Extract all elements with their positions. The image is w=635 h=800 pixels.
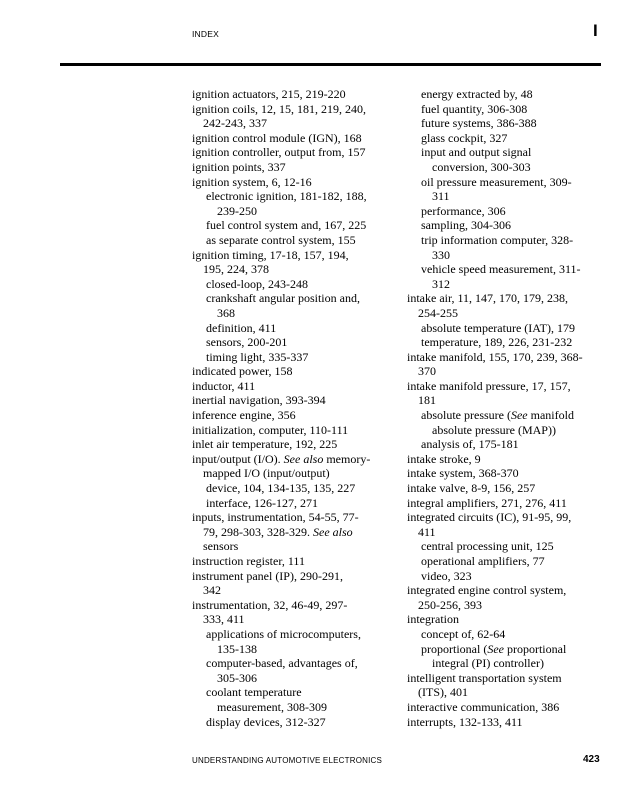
index-entry-text: 195, 224, 378 (203, 262, 269, 277)
index-entry (407, 569, 607, 584)
index-entry-text: oil pressure measurement, 309- (421, 174, 572, 189)
index-entry-text: 181 (418, 393, 436, 408)
index-entry-text: instrument panel (IP), 290-291, (192, 568, 343, 583)
index-entry (407, 452, 607, 467)
index-entry-text: sensors (203, 539, 239, 554)
index-entry-text: ignition controller, output from, 157 (192, 145, 366, 160)
index-entry-text: inputs, instrumentation, 54-55, 77- (192, 510, 359, 525)
index-entry-text: operational amplifiers, 77 (421, 554, 545, 568)
index-entry-text: absolute temperature (IAT), 179 (421, 320, 575, 335)
index-entry (192, 233, 397, 248)
index-entry-text: trip information computer, 328- (421, 232, 574, 247)
index-entry-text: mapped I/O (input/output) (203, 466, 330, 481)
index-entry (192, 350, 397, 365)
index-entry-text: (ITS), 401 (418, 685, 468, 700)
index-entry-text: display devices, 312-327 (206, 714, 326, 729)
index-entry-text: input/output (I/O). (192, 451, 284, 466)
index-entry (192, 175, 397, 190)
index-entry (407, 437, 607, 452)
header-rule (60, 63, 601, 66)
index-entry (192, 379, 397, 394)
index-entry (192, 525, 397, 540)
index-entry (407, 189, 607, 204)
index-entry-text: closed-loop, 243-248 (206, 276, 308, 291)
index-entry (192, 642, 397, 657)
index-entry-text: ignition coils, 12, 15, 181, 219, 240, (192, 101, 366, 116)
index-column-left (192, 87, 397, 729)
index-entry (192, 671, 397, 686)
cross-reference-term: See (510, 408, 528, 423)
index-entry (407, 175, 607, 190)
index-entry (407, 291, 607, 306)
index-entry-text: intake manifold, 155, 170, 239, 368- (407, 349, 583, 364)
index-entry (192, 218, 397, 233)
index-entry-text: integrated circuits (IC), 91-95, 99, (407, 510, 572, 525)
index-entry-text: input and output signal (421, 145, 532, 160)
index-entry-text: interactive communication, 386 (407, 699, 560, 714)
index-entry-text: ignition points, 337 (192, 159, 286, 174)
index-entry (192, 656, 397, 671)
index-entry-text: 305-306 (217, 670, 257, 685)
index-entry-text: measurement, 308-309 (217, 699, 327, 714)
index-entry-text: concept of, 62-64 (421, 626, 506, 641)
index-entry (192, 569, 397, 584)
index-entry-text-after: proportional (503, 641, 567, 656)
index-entry-text: sampling, 304-306 (421, 218, 511, 233)
index-entry-text: instruction register, 111 (192, 554, 305, 568)
index-entry (407, 583, 607, 598)
index-entry (192, 452, 397, 467)
index-entry (192, 291, 397, 306)
index-entry (407, 102, 607, 117)
index-entry-text: 242-243, 337 (203, 116, 267, 131)
index-entry (407, 350, 607, 365)
index-entry-text: analysis of, 175-181 (421, 437, 519, 452)
index-entry (407, 539, 607, 554)
index-entry-text: integrated engine control system, (407, 583, 567, 598)
index-entry (407, 131, 607, 146)
index-entry-text: fuel control system and, 167, 225 (206, 218, 367, 233)
index-entry-text: sensors, 200-201 (206, 335, 288, 350)
index-entry (192, 277, 397, 292)
index-entry-text: ignition control module (IGN), 168 (192, 130, 362, 145)
cross-reference-term: See also (283, 451, 324, 466)
index-entry-text: inertial navigation, 393-394 (192, 393, 326, 408)
index-entry (407, 248, 607, 263)
index-entry-text: ignition actuators, 215, 219-220 (192, 87, 346, 101)
index-entry (192, 554, 397, 569)
index-entry (192, 437, 397, 452)
index-entry-text: video, 323 (421, 568, 472, 583)
index-entry (407, 145, 607, 160)
index-entry-text: crankshaft angular position and, (206, 291, 360, 306)
index-entry (407, 671, 607, 686)
index-entry-text-after: manifold (527, 408, 574, 423)
index-entry (407, 685, 607, 700)
index-entry (192, 364, 397, 379)
index-entry-text: conversion, 300-303 (432, 159, 531, 174)
index-entry-text: 370 (418, 364, 436, 379)
index-entry (407, 160, 607, 175)
index-entry-text: energy extracted by, 48 (421, 87, 533, 101)
index-entry (192, 700, 397, 715)
index-entry-text: fuel quantity, 306-308 (421, 101, 528, 116)
index-entry (407, 466, 607, 481)
index-entry (192, 510, 397, 525)
index-entry (407, 321, 607, 336)
cross-reference-term: See also (313, 524, 353, 539)
index-entry-text: integral amplifiers, 271, 276, 411 (407, 495, 567, 510)
index-entry (192, 715, 397, 730)
index-entry (192, 321, 397, 336)
index-entry (407, 656, 607, 671)
index-entry (192, 145, 397, 160)
index-entry (192, 598, 397, 613)
index-entry-text: intake manifold pressure, 17, 157, (407, 378, 571, 393)
index-entry-text: intake air, 11, 147, 170, 179, 238, (407, 291, 569, 306)
cross-reference-term: See (487, 641, 504, 656)
index-entry (192, 612, 397, 627)
index-entry-text: central processing unit, 125 (421, 539, 554, 554)
index-entry-text: future systems, 386-388 (421, 116, 537, 131)
index-entry-text: 411 (418, 524, 436, 539)
index-entry (192, 481, 397, 496)
index-entry-text: applications of microcomputers, (206, 626, 361, 641)
index-entry-text: vehicle speed measurement, 311- (421, 262, 581, 277)
index-entry (407, 481, 607, 496)
index-entry-text-after: memory- (323, 451, 371, 466)
index-entry-text: inlet air temperature, 192, 225 (192, 437, 338, 452)
index-entry-text: 254-255 (418, 305, 458, 320)
index-entry-text: proportional ( (421, 641, 488, 656)
index-entry-text: interface, 126-127, 271 (206, 495, 318, 510)
index-entry (407, 700, 607, 715)
index-entry (407, 262, 607, 277)
index-entry (192, 87, 397, 102)
index-entry-text: indicated power, 158 (192, 364, 293, 379)
index-entry-text: glass cockpit, 327 (421, 130, 508, 145)
index-entry (192, 583, 397, 598)
index-entry-text: inference engine, 356 (192, 408, 296, 423)
index-entry-text: 368 (217, 305, 235, 320)
index-entry-text: timing light, 335-337 (206, 349, 309, 364)
index-entry (192, 262, 397, 277)
index-entry-text: computer-based, advantages of, (206, 656, 358, 671)
index-entry (192, 685, 397, 700)
index-entry (407, 204, 607, 219)
index-entry-text: integration (407, 612, 459, 627)
index-entry-text: intake system, 368-370 (407, 466, 519, 481)
index-entry (407, 423, 607, 438)
index-entry-text: absolute pressure (MAP)) (432, 422, 556, 437)
index-entry-text: 312 (432, 276, 450, 291)
index-entry (192, 306, 397, 321)
index-entry (192, 102, 397, 117)
index-entry (192, 116, 397, 131)
index-entry-text: interrupts, 132-133, 411 (407, 714, 523, 729)
index-entry (192, 248, 397, 263)
index-entry-text: as separate control system, 155 (206, 232, 356, 247)
index-entry-text: intelligent transportation system (407, 670, 562, 685)
index-entry-text: temperature, 189, 226, 231-232 (421, 335, 573, 350)
index-entry-text: ignition system, 6, 12-16 (192, 174, 312, 189)
index-entry (407, 393, 607, 408)
index-entry (192, 423, 397, 438)
index-entry (407, 598, 607, 613)
index-entry (407, 715, 607, 730)
index-entry (407, 335, 607, 350)
index-entry (407, 379, 607, 394)
index-entry (407, 116, 607, 131)
index-entry (407, 306, 607, 321)
index-entry-text: electronic ignition, 181-182, 188, (206, 189, 367, 204)
index-entry-text: 250-256, 393 (418, 597, 482, 612)
index-entry (407, 364, 607, 379)
index-entry (407, 642, 607, 657)
index-entry-text: device, 104, 134-135, 135, 227 (206, 481, 356, 496)
index-entry (192, 466, 397, 481)
index-entry-text: inductor, 411 (192, 378, 256, 393)
index-entry (407, 627, 607, 642)
index-entry (407, 496, 607, 511)
index-entry (407, 554, 607, 569)
index-entry-text: intake stroke, 9 (407, 451, 481, 466)
index-entry (407, 233, 607, 248)
index-entry (407, 612, 607, 627)
index-entry (192, 539, 397, 554)
index-entry-text: 239-250 (217, 203, 257, 218)
index-entry (192, 160, 397, 175)
index-entry-text: absolute pressure ( (421, 408, 511, 423)
index-entry (407, 87, 607, 102)
index-entry (192, 131, 397, 146)
index-entry (192, 204, 397, 219)
index-entry (407, 510, 607, 525)
index-entry-text: integral (PI) controller) (432, 656, 544, 671)
index-entry (192, 408, 397, 423)
index-entry-text: performance, 306 (421, 203, 506, 218)
running-header-title: INDEX (192, 29, 219, 39)
index-entry-text: 342 (203, 583, 221, 598)
index-entry (407, 277, 607, 292)
index-entry-text: 333, 411 (203, 612, 245, 627)
index-entry (407, 218, 607, 233)
index-entry (407, 525, 607, 540)
index-entry-text: ignition timing, 17-18, 157, 194, (192, 247, 349, 262)
index-entry (192, 335, 397, 350)
page-number: 423 (583, 754, 600, 765)
index-entry-text: 330 (432, 247, 450, 262)
index-entry-text: 79, 298-303, 328-329. (203, 524, 313, 539)
index-entry (192, 496, 397, 511)
index-entry (192, 393, 397, 408)
index-entry-text: instrumentation, 32, 46-49, 297- (192, 597, 348, 612)
index-entry (192, 627, 397, 642)
index-entry-text: initialization, computer, 110-111 (192, 422, 349, 437)
footer-book-title: UNDERSTANDING AUTOMOTIVE ELECTRONICS (192, 756, 383, 765)
index-entry-text: coolant temperature (206, 685, 302, 700)
index-entry-text: intake valve, 8-9, 156, 257 (407, 481, 536, 496)
index-entry (192, 189, 397, 204)
index-entry (407, 408, 607, 423)
section-letter: I (593, 21, 598, 40)
index-entry-text: 135-138 (217, 641, 257, 656)
index-column-right (407, 87, 607, 729)
index-entry-text: definition, 411 (206, 320, 277, 335)
index-entry-text: 311 (432, 189, 450, 204)
